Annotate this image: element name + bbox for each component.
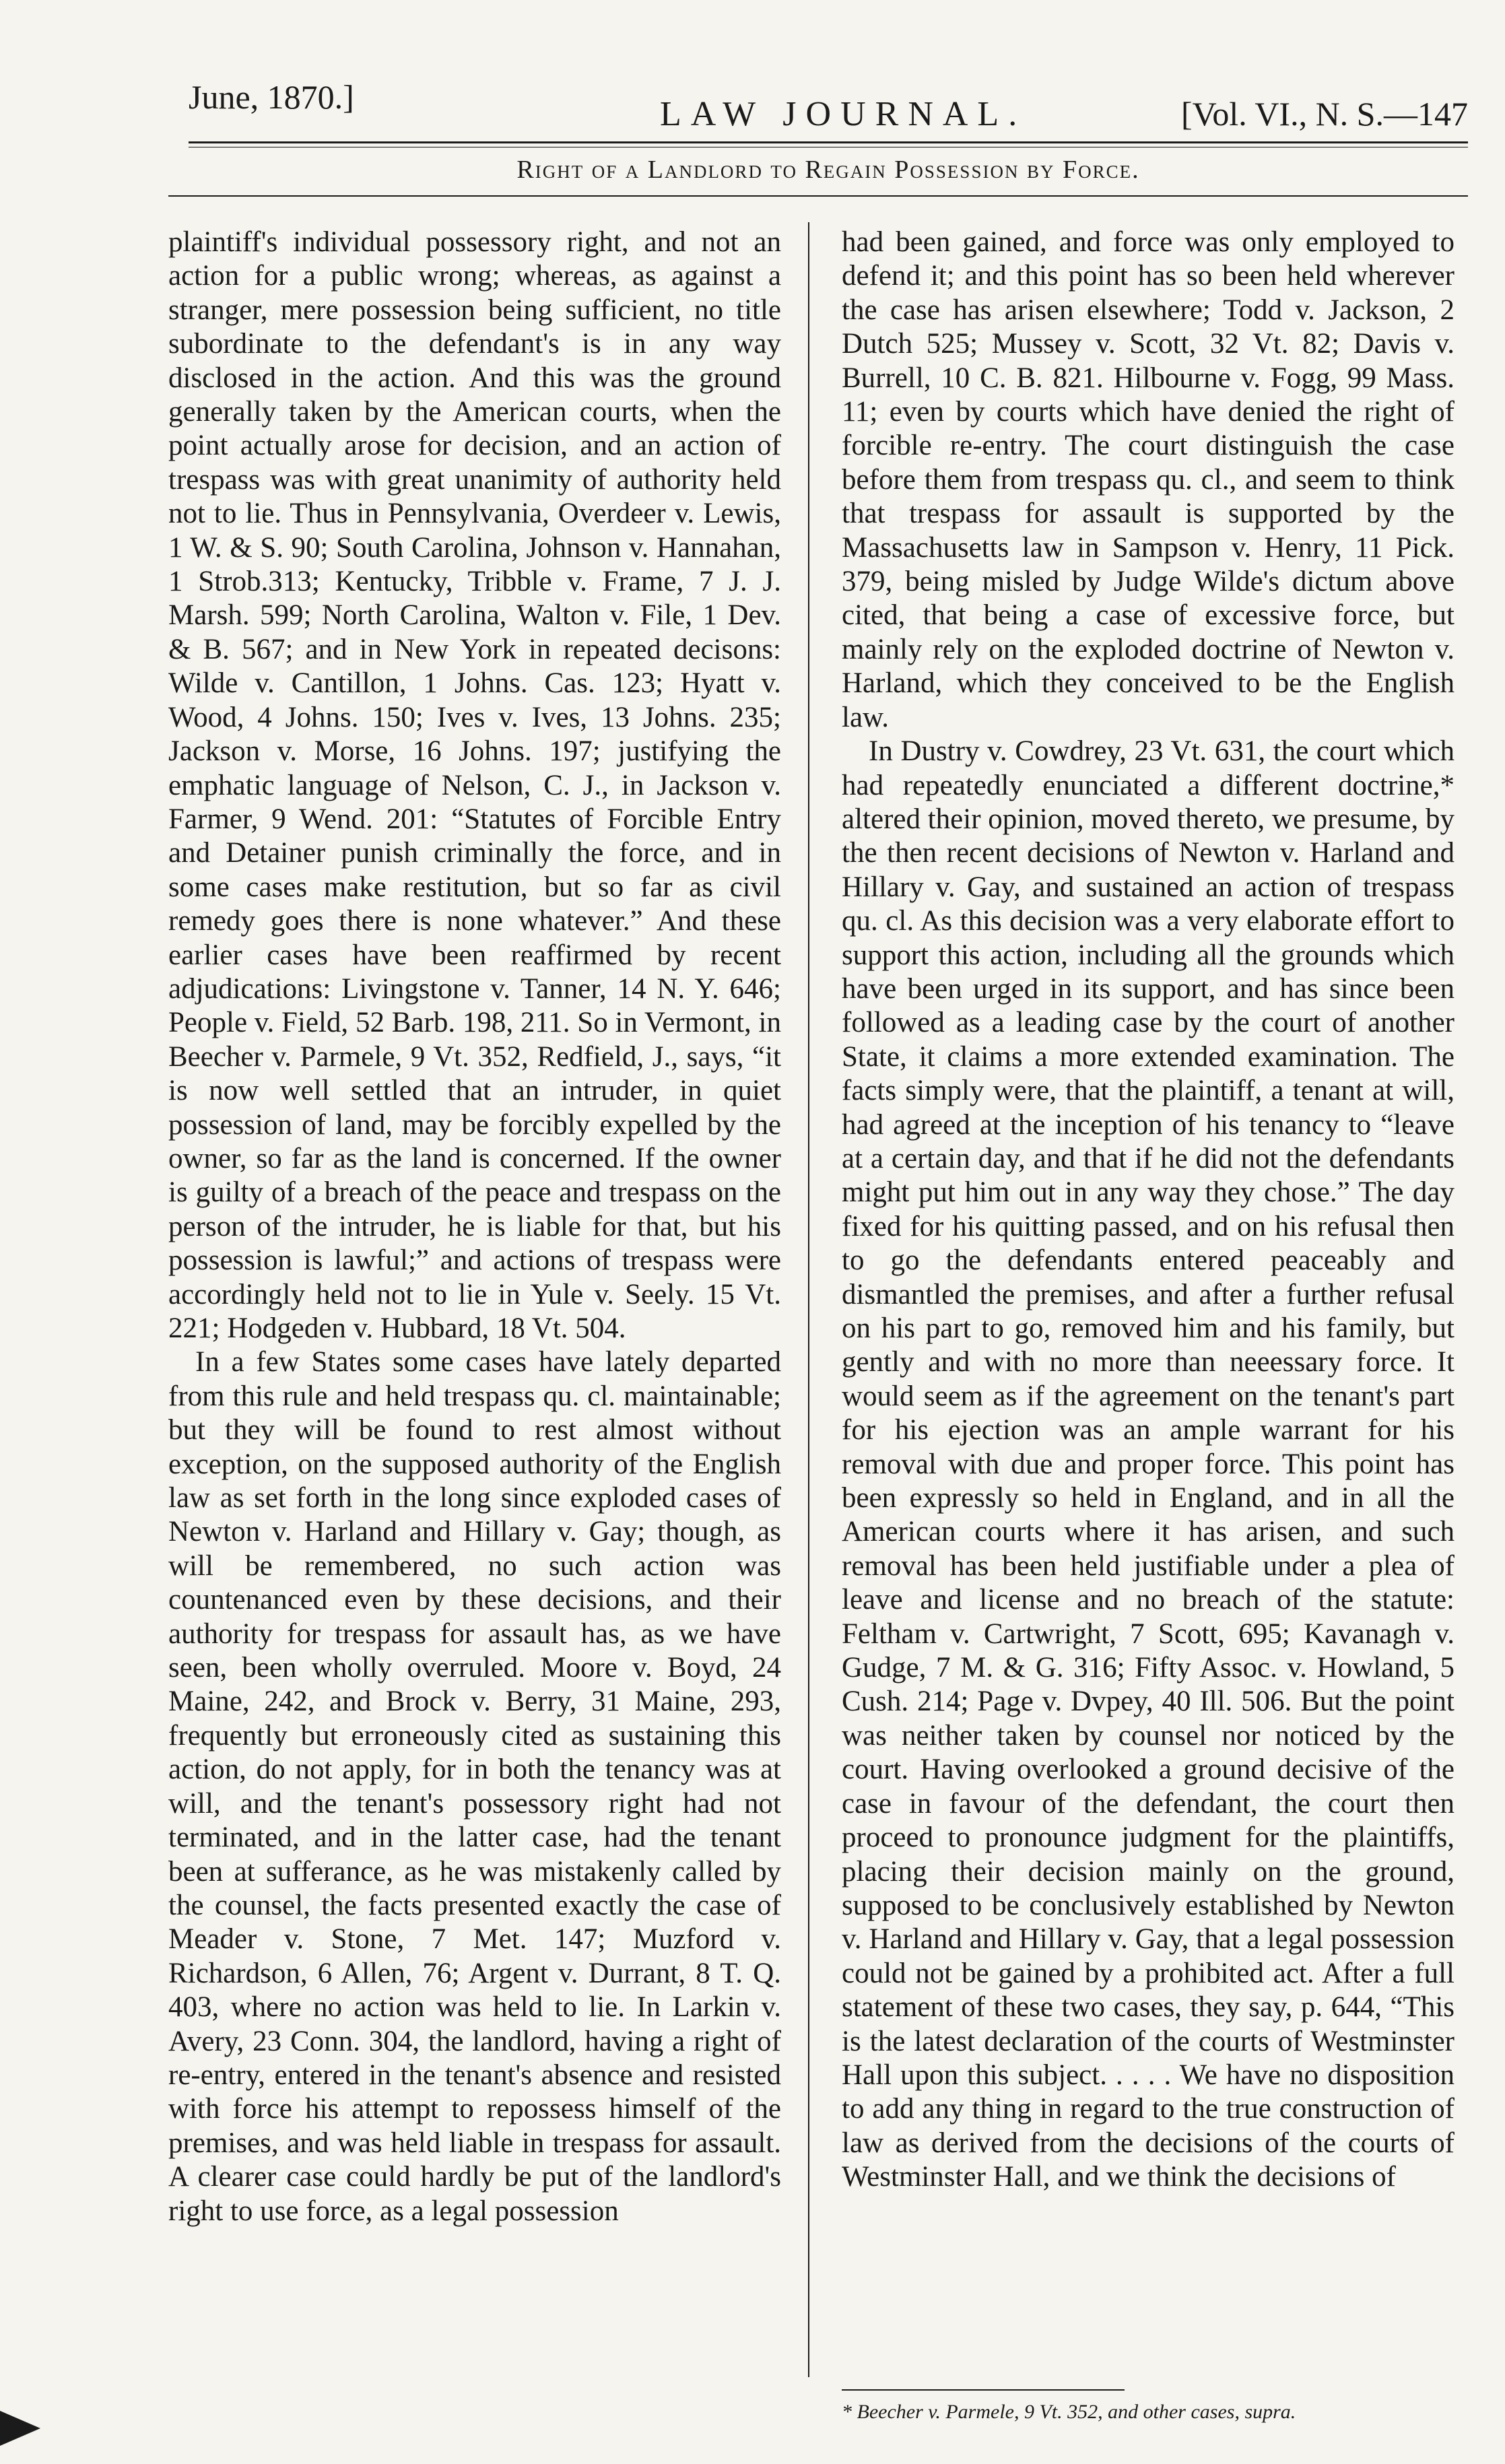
right-paragraph-1: had been gained, and force was only employed to defend it; and this point has so been held wherever the case has arisen elsewhere; Todd v. Jackson, 2 Dutch 525; Mussey v. Scott, 32 Vt. 82; Davis v. Burrell, 10 C. B. 821. Hilbourne v. Fogg, 99 Mass. 11; even by courts which have denied the right of forcible re-entry. The court distinguish the case before them from trespass qu. cl., and seem to think that trespass for assault is supported by the Massachusetts law in Sampson v. Henry, 11 Pick. 379, being misled by Judge Wilde's dictum above cited, that being a case of excessive force, but mainly rely on the exploded doctrine of Newton v. Harland, which they conceived to be the English law.: [842, 226, 1454, 733]
left-column: [168, 226, 781, 2228]
running-header: [189, 64, 1468, 131]
page-corner-mark: [0, 2411, 40, 2446]
right-paragraph-2: In Dustry v. Cowdrey, 23 Vt. 631, the court which had repeatedly enunciated a different doctrine,* altered their opinion, moved thereto, we presume, by the then recent decisions of Newton v. Harland and Hillary v. Gay, and sustained an action of trespass qu. cl. As this decision was a very elaborate effort to support this action, including all the grounds which have been urged in its support, and has since been followed as a leading case by the court of another State, it claims a more extended examination. The facts simply were, that the plaintiff, a tenant at will, had agreed at the inception of his tenancy to “leave at a certain day, and that if he did not the defendants might put him out in any way they chose.” The day fixed for his quitting passed, and on his refusal then to go the defendants entered peaceably and dismantled the premises, and after a further refusal on his part to go, removed him and his family, but gently and with no more than neeessary force. It would seem as if the agreement on the tenant's part for his ejection was an ample warrant for his removal with due and proper force. This point has been expressly so held in England, and in all the American courts where it has arisen, and such removal has been held justifiable under a plea of leave and license and no breach of the statute: Feltham v. Cartwright, 7 Scott, 695; Kavanagh v. Gudge, 7 M. & G. 316; Fifty Assoc. v. Howland, 5 Cush. 214; Page v. Dvpey, 40 Ill. 506. But the point was neither taken by counsel nor noticed by the court. Having overlooked a ground decisive of the case in favour of the defendant, the court then proceed to pronounce judgment for the plaintiffs, placing their decision mainly on the ground, supposed to be conclusively established by Newton v. Harland and Hillary v. Gay, that a legal possession could not be gained by a prohibited act. After a full statement of these two cases, they say, p. 644, “This is the latest declaration of the courts of Westminster Hall upon this subject. . . . . We have no disposition to add any thing in regard to the true construction of law as derived from the decisions of the courts of Westminster Hall, and we think the decisions of: [842, 735, 1454, 2193]
footnote-rule: [842, 2389, 1125, 2391]
right-column: [842, 226, 1454, 2195]
header-journal-title: LAW JOURNAL.: [660, 95, 1027, 133]
article-title: Right of a Landlord to Regain Possession by Force.: [516, 156, 1140, 184]
column-divider: [808, 222, 809, 2377]
left-paragraph-2: In a few States some cases have lately departed from this rule and held trespass qu. cl. maintainable; but they will be found to rest almost without exception, on the supposed authority of the English law as set forth in the long since exploded cases of Newton v. Harland and Hillary v. Gay; though, as will be remembered, no such action was countenanced even by these decisions, and their authority for trespass for assault has, as we have seen, been wholly overruled. Moore v. Boyd, 24 Maine, 242, and Brock v. Berry, 31 Maine, 293, frequently but erroneously cited as sustaining this action, do not apply, for in both the tenancy was at will, and the tenant's possessory right had not terminated, and in the latter case, had the tenant been at sufferance, as he was mistakenly called by the counsel, the facts presented exactly the case of Meader v. Stone, 7 Met. 147; Muzford v. Richardson, 6 Allen, 76; Argent v. Durrant, 8 T. Q. 403, where no action was held to lie. In Larkin v. Avery, 23 Conn. 304, the landlord, having a right of re-entry, entered in the tenant's absence and resisted with force his attempt to repossess himself of the premises, and was held liable in trespass for assault. A clearer case could hardly be put of the landlord's right to use force, as a legal possession: [168, 1346, 781, 2227]
header-volume: [Vol. VI., N. S.—147: [1181, 95, 1468, 133]
left-paragraph-1: plaintiff's individual possessory right, and not an action for a public wrong; whereas, as against a stranger, mere possession being sufficient, no title subordinate to the defendant's is in any way disclosed in the action. And this was the ground generally taken by the American courts, when the point actually arose for decision, and an action of trespass was with great unanimity of authority held not to lie. Thus in Pennsylvania, Overdeer v. Lewis, 1 W. & S. 90; South Carolina, Johnson v. Hannahan, 1 Strob.313; Kentucky, Tribble v. Frame, 7 J. J. Marsh. 599; North Carolina, Walton v. File, 1 Dev. & B. 567; and in New York in repeated decisons: Wilde v. Cantillon, 1 Johns. Cas. 123; Hyatt v. Wood, 4 Johns. 150; Ives v. Ives, 13 Johns. 235; Jackson v. Morse, 16 Johns. 197; justifying the emphatic language of Nelson, C. J., in Jackson v. Farmer, 9 Wend. 201: “Statutes of Forcible Entry and Detainer punish criminally the force, and in some cases make restitution, but so far as civil remedy goes there is none whatever.” And these earlier cases have been reaffirmed by recent adjudications: Livingstone v. Tanner, 14 N. Y. 646; People v. Field, 52 Barb. 198, 211. So in Vermont, in Beecher v. Parmele, 9 Vt. 352, Redfield, J., says, “it is now well settled that an intruder, in quiet possession of land, may be forcibly expelled by the owner, so far as the land is concerned. If the owner is guilty of a breach of the peace and trespass on the person of the intruder, he is liable for that, but his possession is lawful;” and actions of trespass were accordingly held not to lie in Yule v. Seely. 15 Vt. 221; Hodgeden v. Hubbard, 18 Vt. 504.: [168, 226, 781, 1344]
footnote: * Beecher v. Parmele, 9 Vt. 352, and other cases, supra.: [842, 2401, 1296, 2423]
header-date: June, 1870.]: [189, 78, 354, 116]
header-rule-top: [189, 141, 1468, 143]
title-rule: [168, 195, 1468, 197]
